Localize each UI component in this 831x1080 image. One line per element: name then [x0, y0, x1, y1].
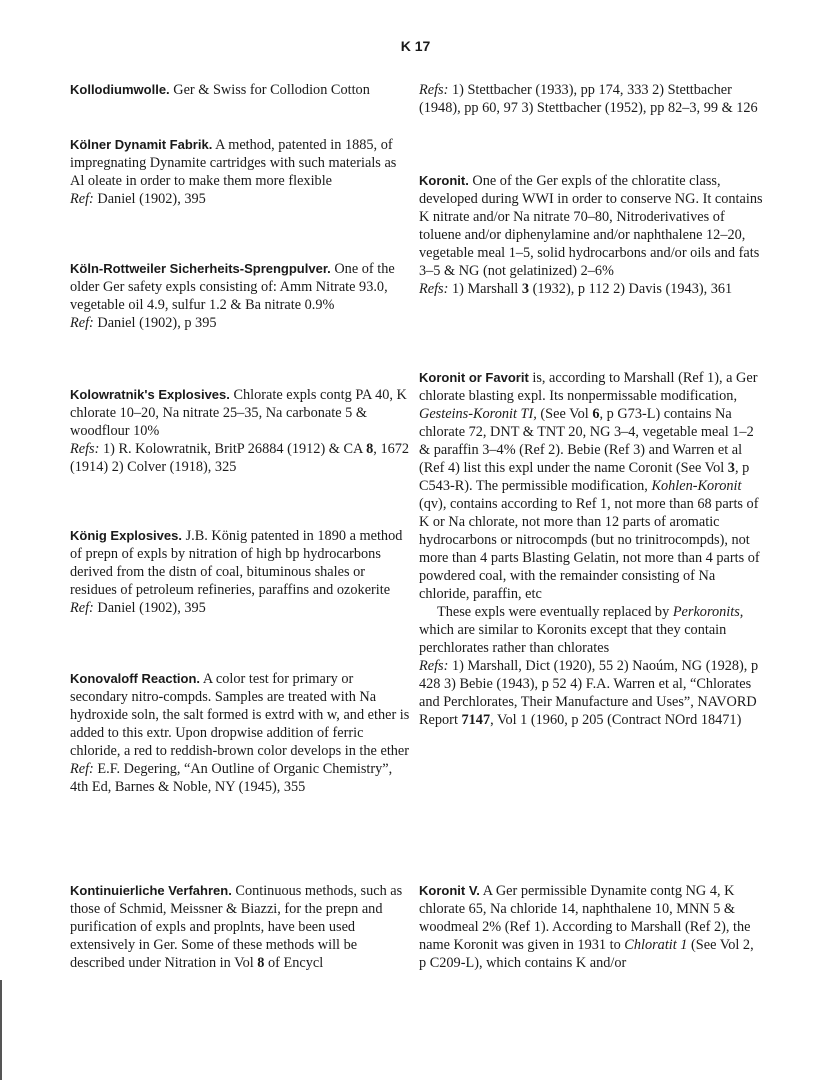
report-number: 7147	[461, 712, 491, 728]
entry-text: These expls were eventually replaced by	[437, 604, 670, 620]
ref-text: Daniel (1902), p 395	[97, 315, 217, 331]
entry-text: is, according to Marshall (Ref 1), a Ger chlorate blasting expl. Its nonpermissable modification,	[419, 370, 758, 404]
scan-edge-rule	[0, 980, 2, 1080]
ref-text: Daniel (1902), 395	[97, 600, 206, 616]
entry-term: Köln-Rottweiler Sicherheits-Sprengpulver.	[70, 261, 331, 276]
ref-volume: 3	[521, 281, 530, 297]
page-number: K 17	[400, 38, 431, 54]
entry-term: Koronit V.	[419, 883, 480, 898]
italic-term: Gesteins-Koronit TI,	[419, 406, 537, 422]
entry-text: Ger & Swiss for Collodion Cotton	[173, 82, 370, 98]
ref-label: Refs:	[70, 441, 100, 457]
volume-number: 3	[727, 460, 735, 476]
entry-text: (See Vol 2, p C209-L), which contains K and/or	[419, 937, 754, 971]
ref-text-cont: , Vol 1 (1960, p 205 (Contract NOrd 18471)	[490, 712, 742, 728]
entry-term: Kölner Dynamit Fabrik.	[70, 137, 213, 152]
ref-text-cont: (1932), p 112 2) Davis (1943), 361	[532, 281, 733, 297]
ref-text: 1) Marshall	[451, 281, 519, 297]
ref-label: Ref:	[70, 761, 94, 777]
ref-label: Refs:	[419, 658, 449, 674]
entry-text: One of the older Ger safety expls consisting of: Amm Nitrate 93.0, vegetable oil 4.9, sulfur 1.2 & Ba nitrate 0.9%	[70, 261, 395, 313]
entry-top-refs	[419, 81, 764, 117]
entry-term: Konovaloff Reaction.	[70, 671, 201, 686]
entry-term: Kollodiumwolle.	[70, 82, 170, 97]
entry-text: Chlorate expls contg PA 40, K chlorate 10–20, Na nitrate 25–35, Na carbonate 5 & woodflour 10%	[70, 387, 407, 439]
entry-kollodiumwolle	[70, 81, 410, 99]
entry-koronit-or-favorit	[419, 369, 764, 729]
entry-text: (qv), contains according to Ref 1, not more than 68 parts of K or Na chlorate, not more than 12 parts of aromatic hydrocarbons or nitrocompds (but no trinitrocompds), not more than 4 parts Blasting Gelatin, not more than 4 parts of powdered coal, with the remainder consisting of Na chloride, paraffin, etc	[419, 496, 760, 602]
ref-text: 1) Marshall, Dict (1920), 55 2) Naoúm, NG (1928), p 428 3) Bebie (1943), p 52 4) F.A. Warren et al, “Chlorates and Perchlorates, Their Manufacture and Uses”, NAVORD Report	[419, 658, 759, 728]
entry-text: J.B. König patented in 1890 a method of prepn of expls by nitration of high bp hydrocarbons derived from the distn of coal, bituminous shales or residues of petroleum refineries, paraffins and ozokerite	[70, 528, 403, 598]
entry-text-end: of Encycl	[268, 955, 324, 971]
entry-term: König Explosives.	[70, 528, 182, 543]
entry-text: Continuous methods, such as those of Schmid, Meissner & Biazzi, for the prepn and purification of expls and proplnts, have been used extensively in Ger. Some of these methods will be described under Nitration in Vol	[70, 883, 403, 971]
entry-kolner-dynamit-fabrik	[70, 136, 410, 208]
entry-kontinuierliche	[70, 882, 410, 972]
entry-koln-rottweiler	[70, 260, 410, 332]
entry-term: Kolowratnik's Explosives.	[70, 387, 230, 402]
ref-label: Ref:	[70, 600, 94, 616]
entry-text: A method, patented in 1885, of impregnating Dynamite cartridges with such materials as Al oleate in order to make them more flexible	[70, 137, 397, 189]
ref-text: Daniel (1902), 395	[97, 191, 206, 207]
ref-volume: 8	[366, 441, 374, 457]
volume-number: 8	[257, 955, 265, 971]
ref-label: Ref:	[70, 315, 94, 331]
entry-term: Koronit.	[419, 173, 469, 188]
italic-term: Chloratit 1	[624, 937, 688, 953]
entry-term: Kontinuierliche Verfahren.	[70, 883, 232, 898]
entry-konovaloff	[70, 670, 410, 796]
entry-text: A color test for primary or secondary nitro-compds. Samples are treated with Na hydroxide soln, the salt formed is extrd with w, and ether is added to this extr. Upon dropwise addition of ferric chloride, a red to reddish-brown color develops in the ether	[70, 671, 410, 759]
italic-term: Perkoronits,	[672, 604, 744, 620]
ref-text: E.F. Degering, “An Outline of Organic Chemistry”, 4th Ed, Barnes & Noble, NY (1945), 355	[70, 761, 393, 795]
ref-text-cont: , 1672 (1914) 2) Colver (1918), 325	[70, 441, 410, 475]
ref-text: 1) R. Kolowratnik, BritP 26884 (1912) & CA	[102, 441, 363, 457]
entry-text: A Ger permissible Dynamite contg NG 4, K chlorate 65, Na chloride 14, naphthalene 10, MNN 5 & woodmeal 2% (Ref 1). According to Marshall (Ref 2), the name Koronit was given in 1931 to	[419, 883, 751, 953]
ref-label: Refs:	[419, 281, 449, 297]
entry-koronit	[419, 172, 764, 298]
italic-term: Kohlen-Koronit	[651, 478, 742, 494]
ref-label: Ref:	[70, 191, 94, 207]
entry-text: , p G73-L) contains Na chlorate 72, DNT & TNT 20, NG 3–4, vegetable meal 1–2 & paraffin 3–4% (Ref 2). Bebie (Ref 3) and Warren et al (Ref 4) list this expl under the name Coronit (See Vol	[419, 406, 754, 476]
ref-label: Refs:	[419, 82, 449, 98]
entry-koronit-v	[419, 882, 764, 972]
entry-konig	[70, 527, 410, 617]
entry-text: which are similar to Koronits except that they contain perchlorates rather than chlorates	[419, 622, 727, 656]
entry-term: Koronit or Favorit	[419, 370, 529, 385]
entry-text: , p C543-R). The permissible modification,	[419, 460, 750, 494]
entry-kolowratnik	[70, 386, 410, 476]
entry-text: (See Vol	[540, 406, 589, 422]
ref-text: 1) Stettbacher (1933), pp 174, 333 2) Stettbacher (1948), pp 60, 97 3) Stettbacher (1952), pp 82–3, 99 & 126	[419, 82, 758, 116]
entry-text: One of the Ger expls of the chloratite class, developed during WWI in order to conserve NG. It contains K nitrate and/or Na nitrate 70–80, Nitroderivatives of toluene and/or diphenylamine and/or naphthalene 12–20, vegetable meal 1–5, solid hydrocarbons and/or oils and fats 3–5 & NG (not gelatinized) 2–6%	[419, 173, 763, 279]
volume-number: 6	[592, 406, 600, 422]
